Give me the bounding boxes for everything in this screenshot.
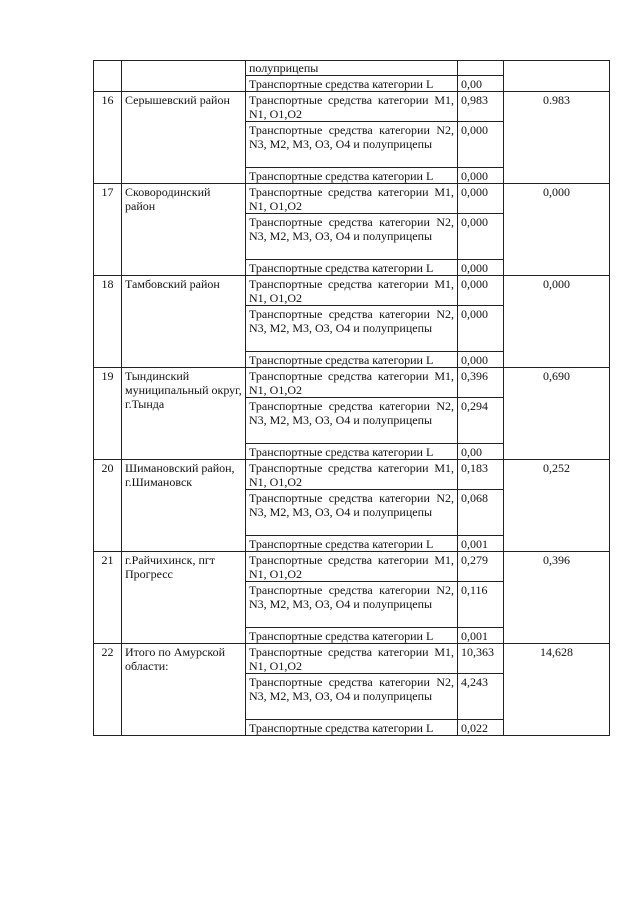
- category-cell: Транспортные средства категории N2, N3, M2, M3, O3, O4 и полуприцепы: [246, 490, 458, 536]
- total-cell: 0,396: [504, 552, 610, 644]
- category-cell: Транспортные средства категории N2, N3, M2, M3, O3, O4 и полуприцепы: [246, 398, 458, 444]
- value-cell: 0,000: [458, 276, 504, 306]
- value-cell: 0,000: [458, 306, 504, 352]
- row-number-cell: 19: [94, 368, 122, 460]
- total-cell: 0,690: [504, 368, 610, 460]
- category-cell: Транспортные средства категории N2, N3, M2, M3, O3, O4 и полуприцепы: [246, 306, 458, 352]
- category-cell: Транспортные средства категории M1, N1, O1,O2: [246, 92, 458, 122]
- category-cell: Транспортные средства категории N2, N3, M2, M3, O3, O4 и полуприцепы: [246, 674, 458, 720]
- district-cell: Тындинский муниципальный округ, г.Тында: [122, 368, 246, 460]
- value-cell: 0,000: [458, 184, 504, 214]
- row-number-cell: [94, 61, 122, 92]
- value-cell: 0,000: [458, 352, 504, 368]
- category-cell: Транспортные средства категории M1, N1, O1,O2: [246, 644, 458, 674]
- category-cell: Транспортные средства категории L: [246, 168, 458, 184]
- value-cell: 0,00: [458, 444, 504, 460]
- category-cell: Транспортные средства категории L: [246, 720, 458, 736]
- district-cell: Шимановский район, г.Шимановск: [122, 460, 246, 552]
- value-cell: 0,068: [458, 490, 504, 536]
- value-cell: 0,000: [458, 168, 504, 184]
- category-cell: Транспортные средства категории L: [246, 76, 458, 92]
- category-cell: полуприцепы: [246, 61, 458, 76]
- district-cell: г.Райчихинск, пгт Прогресс: [122, 552, 246, 644]
- district-cell: Итого по Амурской области:: [122, 644, 246, 736]
- value-cell: 10,363: [458, 644, 504, 674]
- row-number-cell: 17: [94, 184, 122, 276]
- value-cell: 0,000: [458, 214, 504, 260]
- total-cell: 0,000: [504, 184, 610, 276]
- total-cell: 14,628: [504, 644, 610, 736]
- row-number-cell: 20: [94, 460, 122, 552]
- total-cell: 0.983: [504, 92, 610, 184]
- category-cell: Транспортные средства категории L: [246, 536, 458, 552]
- table-row: [94, 276, 610, 306]
- table-row: [94, 184, 610, 214]
- district-cell: [122, 61, 246, 92]
- row-number-cell: 22: [94, 644, 122, 736]
- table-row: [94, 368, 610, 398]
- value-cell: 0,116: [458, 582, 504, 628]
- category-cell: Транспортные средства категории M1, N1, O1,O2: [246, 368, 458, 398]
- value-cell: 0,000: [458, 260, 504, 276]
- value-cell: 0,396: [458, 368, 504, 398]
- total-cell: [504, 61, 610, 92]
- district-cell: Сковородинский район: [122, 184, 246, 276]
- category-cell: Транспортные средства категории M1, N1, O1,O2: [246, 552, 458, 582]
- category-cell: Транспортные средства категории N2, N3, M2, M3, O3, O4 и полуприцепы: [246, 582, 458, 628]
- value-cell: 0,000: [458, 122, 504, 168]
- total-cell: 0,000: [504, 276, 610, 368]
- table-row: [94, 644, 610, 674]
- total-cell: 0,252: [504, 460, 610, 552]
- value-cell: [458, 61, 504, 76]
- category-cell: Транспортные средства категории L: [246, 352, 458, 368]
- table-row: [94, 92, 610, 122]
- allocation-table: [93, 60, 610, 736]
- category-cell: Транспортные средства категории L: [246, 260, 458, 276]
- value-cell: 0,183: [458, 460, 504, 490]
- category-cell: Транспортные средства категории M1, N1, O1,O2: [246, 184, 458, 214]
- value-cell: 0,001: [458, 628, 504, 644]
- category-cell: Транспортные средства категории N2, N3, M2, M3, O3, O4 и полуприцепы: [246, 214, 458, 260]
- category-cell: Транспортные средства категории L: [246, 628, 458, 644]
- category-cell: Транспортные средства категории M1, N1, O1,O2: [246, 460, 458, 490]
- row-number-cell: 21: [94, 552, 122, 644]
- value-cell: 0,00: [458, 76, 504, 92]
- value-cell: 0,001: [458, 536, 504, 552]
- value-cell: 0,022: [458, 720, 504, 736]
- row-number-cell: 16: [94, 92, 122, 184]
- district-cell: Тамбовский район: [122, 276, 246, 368]
- value-cell: 0,983: [458, 92, 504, 122]
- category-cell: Транспортные средства категории M1, N1, O1,O2: [246, 276, 458, 306]
- table-row: [94, 61, 610, 76]
- district-cell: Серышевский район: [122, 92, 246, 184]
- table-row: [94, 552, 610, 582]
- table-row: [94, 460, 610, 490]
- value-cell: 0,294: [458, 398, 504, 444]
- category-cell: Транспортные средства категории L: [246, 444, 458, 460]
- value-cell: 0,279: [458, 552, 504, 582]
- row-number-cell: 18: [94, 276, 122, 368]
- value-cell: 4,243: [458, 674, 504, 720]
- category-cell: Транспортные средства категории N2, N3, M2, M3, O3, O4 и полуприцепы: [246, 122, 458, 168]
